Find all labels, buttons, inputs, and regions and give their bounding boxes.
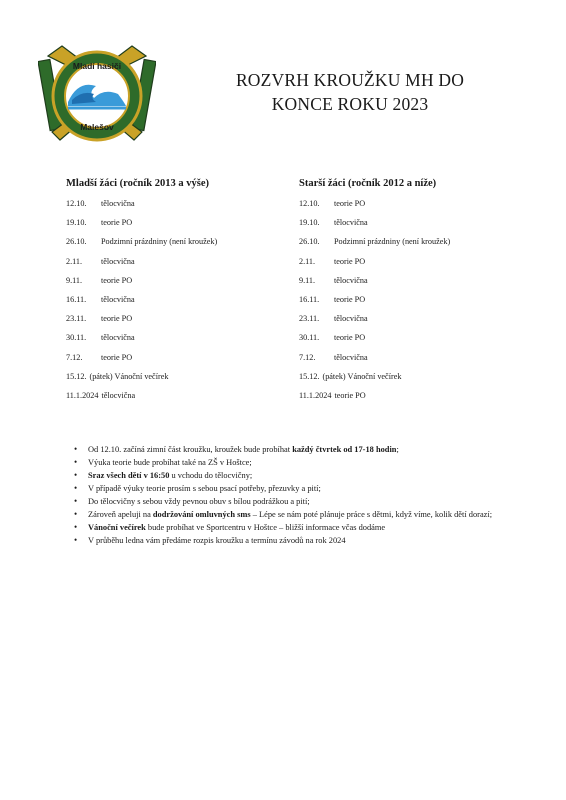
row-date: 23.11. — [66, 314, 87, 324]
row-text: tělocvična — [334, 218, 368, 228]
list-item — [88, 496, 508, 508]
row-date: 30.11. — [66, 333, 87, 343]
row-text: teorie PO — [101, 314, 133, 324]
schedule-row — [299, 371, 549, 390]
note-bold: dodržování omluvných sms — [152, 510, 251, 519]
row-text: Podzimní prázdniny (není kroužek) — [334, 237, 451, 247]
schedule-older — [299, 176, 549, 409]
schedule-row — [66, 198, 316, 217]
row-text: tělocvična — [334, 352, 368, 362]
row-text: teorie PO — [101, 352, 133, 362]
schedule-row — [299, 275, 549, 294]
row-text: tělocvična — [101, 333, 135, 343]
row-text: teorie PO — [334, 256, 366, 266]
row-text: tělocvična — [101, 256, 135, 266]
row-date: 26.10. — [299, 237, 320, 247]
schedule-row — [299, 236, 549, 255]
schedule-row — [299, 390, 549, 409]
row-date: 12.10. — [299, 199, 320, 208]
row-date: 2.11. — [66, 256, 83, 266]
row-date: 19.10. — [66, 218, 87, 228]
list-item — [88, 522, 508, 534]
schedule-row — [299, 352, 549, 371]
list-item — [88, 483, 508, 495]
title-line-2: KONCE ROKU 2023 — [271, 94, 429, 114]
note-text: Do tělocvičny s sebou vždy pevnou obuv s bílou podrážkou a pití; — [88, 497, 310, 506]
schedule-row — [66, 390, 316, 409]
note-text: u vchodu do tělocvičny; — [169, 471, 253, 480]
schedule-row — [66, 371, 316, 390]
row-date: 2.11. — [299, 256, 316, 266]
schedule-row — [299, 332, 549, 351]
schedule-row — [66, 256, 316, 275]
list-item — [88, 457, 508, 469]
row-date: 16.11. — [66, 294, 87, 304]
row-text: teorie PO — [334, 199, 366, 208]
note-text: ; — [396, 445, 399, 454]
row-date: 16.11. — [299, 294, 320, 304]
row-text: teorie PO — [101, 275, 133, 285]
schedule-row — [299, 256, 549, 275]
row-date: 9.11. — [66, 275, 83, 285]
note-text: Výuka teorie bude probíhat také na ZŠ v Hoštce; — [88, 458, 252, 467]
row-text: tělocvična — [334, 275, 368, 285]
note-bold: Sraz všech dětí v 16:50 — [88, 471, 170, 480]
row-date: 7.12. — [299, 352, 316, 362]
note-text: V průběhu ledna vám předáme rozpis kroužku a termínu závodů na rok 2024 — [88, 536, 346, 545]
row-date: 15.12. — [66, 371, 87, 381]
row-text: (pátek) Vánoční večírek — [89, 371, 169, 381]
schedule-row — [66, 294, 316, 313]
title-line-1: ROZVRH KROUŽKU MH DO — [235, 70, 465, 90]
note-text: V případě výuky teorie prosím s sebou psací potřeby, přezuvky a pití; — [88, 484, 321, 493]
page-title — [190, 68, 510, 116]
row-date: 12.10. — [66, 199, 87, 208]
row-text: tělocvična — [101, 390, 136, 400]
schedule-row — [66, 313, 316, 332]
notes-list — [88, 444, 508, 548]
row-date: 7.12. — [66, 352, 83, 362]
note-text: bude probíhat ve Sportcentru v Hoštce – bližší informace včas dodáme — [145, 523, 386, 532]
row-date: 26.10. — [66, 237, 87, 247]
schedule-row — [299, 313, 549, 332]
row-text: teorie PO — [101, 218, 133, 228]
row-date: 19.10. — [299, 218, 320, 228]
row-date: 11.1.2024 — [299, 390, 332, 400]
row-date: 11.1.2024 — [66, 390, 99, 400]
row-date: 23.11. — [299, 314, 320, 324]
row-text: Podzimní prázdniny (není kroužek) — [101, 237, 218, 247]
list-item — [88, 444, 508, 456]
row-date: 30.11. — [299, 333, 320, 343]
list-item — [88, 509, 508, 521]
list-item — [88, 470, 508, 482]
note-bold: každý čtvrtek od 17-18 hodin — [292, 445, 397, 454]
row-date: 15.12. — [299, 371, 320, 381]
row-text: tělocvična — [334, 314, 368, 324]
logo — [38, 36, 156, 154]
logo-bottom-text: Malešov — [80, 122, 114, 132]
row-text: (pátek) Vánoční večírek — [322, 371, 402, 381]
schedule-row — [299, 198, 549, 217]
schedule-row — [299, 217, 549, 236]
row-text: tělocvična — [101, 294, 135, 304]
schedule-row — [66, 236, 316, 255]
schedule-row — [66, 332, 316, 351]
row-date: 9.11. — [299, 275, 316, 285]
note-text: Od 12.10. začíná zimní část kroužku, kroužek bude probíhat — [88, 445, 293, 454]
schedule-younger — [66, 176, 316, 409]
column-heading: Starší žáci (ročník 2012 a níže) — [299, 178, 437, 189]
column-heading: Mladší žáci (ročník 2013 a výše) — [66, 178, 210, 189]
list-item — [88, 535, 508, 547]
note-text: Zároveň apeluji na — [88, 510, 153, 519]
note-text: – Lépe se nám poté plánuje práce s dětmi, když víme, kolik dětí dorazí; — [250, 510, 493, 519]
logo-top-text: Mladí hasiči — [72, 61, 122, 71]
schedule-row — [66, 275, 316, 294]
row-text: teorie PO — [334, 294, 366, 304]
row-text: tělocvična — [101, 199, 135, 208]
note-bold: Vánoční večírek — [88, 523, 146, 532]
schedule-row — [299, 294, 549, 313]
schedule-row — [66, 217, 316, 236]
row-text: teorie PO — [334, 390, 366, 400]
row-text: teorie PO — [334, 333, 366, 343]
schedule-row — [66, 352, 316, 371]
